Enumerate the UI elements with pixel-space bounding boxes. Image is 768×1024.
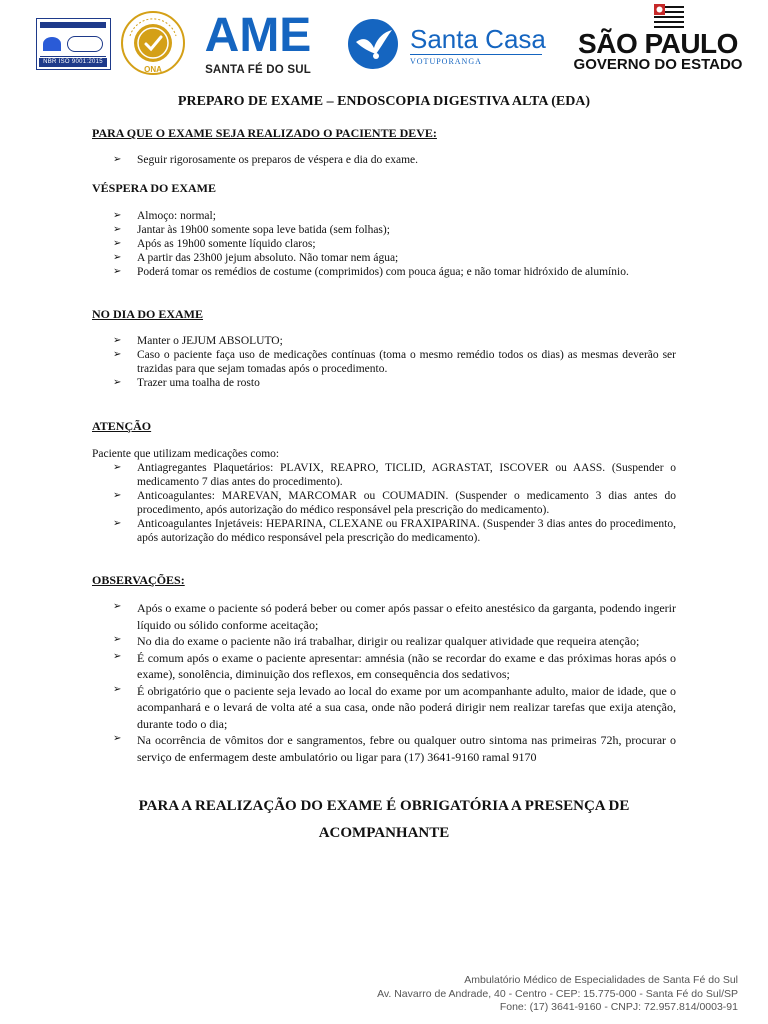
ame-logo-text: AME	[204, 9, 312, 62]
list-item: ➢ Trazer uma toalha de rosto	[113, 377, 260, 389]
cert-badge-text: NBR ISO 9001:2015	[39, 58, 107, 67]
footer-line2: Av. Navarro de Andrade, 40 - Centro - CEP: 15.775-000 - Santa Fé do Sul/SP	[377, 987, 738, 1000]
ame-logo	[194, 9, 322, 80]
atencao-list	[113, 461, 676, 545]
arrowhead-bullet-icon: ➢	[113, 377, 122, 388]
list-item: ➢ Manter o JEJUM ABSOLUTO;	[113, 335, 283, 347]
vespera-heading: VÉSPERA DO EXAME	[92, 181, 217, 195]
list-item: ➢ A partir das 23h00 jejum absoluto. Não tomar nem água;	[113, 252, 399, 264]
arrowhead-bullet-icon: ➢	[113, 650, 122, 662]
final-notice-line1: PARA A REALIZAÇÃO DO EXAME É OBRIGATÓRIA A PRESENÇA DE	[138, 798, 630, 814]
list-item: ➢ Poderá tomar os remédios de costume (comprimidos) com pouca água; e não tomar hidróxido de alumínio.	[113, 266, 629, 278]
list-item: ➢ Antiagregantes Plaquetários: PLAVIX, REAPRO, TICLID, AGRASTAT, ISCOVER ou AASS. (Suspender o medicamento 7 dias antes do procedimento).	[113, 462, 676, 488]
list-item: ➢ Após o exame o paciente só poderá beber ou comer após passar o efeito anestésico da garganta, podendo ingerir líquido ou sólido conforme aceitação;	[113, 601, 676, 632]
certifier-logo-icon	[43, 37, 61, 51]
quality-certification-badge	[36, 18, 111, 70]
certifier-seal-icon	[67, 36, 103, 52]
arrowhead-bullet-icon: ➢	[113, 252, 122, 263]
list-item: ➢ Caso o paciente faça uso de medicações contínuas (toma o mesmo remédio todos os dias) as mesmas deverão ser trazidas para que sejam tomadas após o procedimento.	[113, 349, 676, 375]
arrowhead-bullet-icon: ➢	[113, 601, 122, 612]
arrowhead-bullet-icon: ➢	[113, 238, 122, 249]
dia-heading: NO DIA DO EXAME	[92, 307, 204, 321]
document-title: PREPARO DE EXAME – ENDOSCOPIA DIGESTIVA ALTA (EDA)	[177, 94, 591, 109]
observacoes-heading: OBSERVAÇÕES:	[92, 573, 185, 587]
arrowhead-bullet-icon: ➢	[113, 154, 122, 165]
arrowhead-bullet-icon: ➢	[113, 683, 122, 695]
ona-brand-text: ONA	[144, 65, 162, 74]
atencao-heading: ATENÇÃO	[92, 419, 152, 433]
intro-heading: PARA QUE O EXAME SEJA REALIZADO O PACIENTE DEVE:	[92, 126, 437, 140]
arrowhead-bullet-icon: ➢	[113, 634, 122, 645]
list-item: ➢ Jantar às 19h00 somente sopa leve batida (sem folhas);	[113, 224, 390, 236]
arrowhead-bullet-icon: ➢	[113, 733, 122, 744]
list-item: ➢ Anticoagulantes Injetáveis: HEPARINA, CLEXANE ou FRAXIPARINA. (Suspender 3 dias antes do procedimento, após autorização do médico responsável pela prescrição do medicamento).	[113, 518, 676, 544]
dove-icon	[346, 18, 400, 70]
sao-paulo-name: SÃO PAULO	[578, 28, 738, 59]
arrowhead-bullet-icon: ➢	[113, 518, 122, 529]
santa-casa-name: Santa Casa	[410, 24, 546, 54]
intro-list	[113, 153, 676, 167]
vespera-list	[113, 209, 676, 279]
list-item: ➢ No dia do exame o paciente não irá trabalhar, dirigir ou realizar qualquer atividade que requeira atenção;	[113, 634, 640, 648]
list-item: ➢ Seguir rigorosamente os preparos de véspera e dia do exame.	[113, 154, 419, 166]
santa-casa-city: VOTUPORANGA	[410, 57, 482, 66]
arrowhead-bullet-icon: ➢	[113, 224, 122, 235]
list-item: ➢ Na ocorrência de vômitos dor e sangramentos, febre ou qualquer outro sintoma nas primeiras 72h, procurar o serviço de enfermagem deste ambulatório ou ligar para (17) 3641-9160 ramal 9170	[113, 733, 676, 764]
arrowhead-bullet-icon: ➢	[113, 490, 122, 501]
arrowhead-bullet-icon: ➢	[113, 349, 122, 360]
footer-line3: Fone: (17) 3641-9160 - CNPJ: 72.957.814/0003-91	[499, 1001, 738, 1013]
observacoes-list	[113, 600, 676, 765]
list-item: ➢ É comum após o exame o paciente apresentar: amnésia (não se recordar do exame e das próximas horas após o exame), sonolência, diminuição dos reflexos, em consequência dos sedativos;	[113, 650, 676, 681]
arrowhead-bullet-icon: ➢	[113, 462, 122, 473]
list-item: ➢ Anticoagulantes: MAREVAN, MARCOMAR ou COUMADIN. (Suspender o medicamento 3 dias antes do procedimento, após autorização do médico responsável pela prescrição do medicamento).	[113, 490, 676, 516]
sao-paulo-government: GOVERNO DO ESTADO	[573, 56, 743, 73]
list-item: ➢ Após as 19h00 somente líquido claros;	[113, 238, 316, 250]
footer-line1: Ambulatório Médico de Especialidades de Santa Fé do Sul	[464, 974, 738, 986]
dia-list	[113, 334, 676, 390]
final-notice-line2: ACOMPANHANTE	[318, 825, 450, 841]
ona-accreditation-seal-icon	[120, 10, 186, 76]
atencao-intro: Paciente que utilizam medicações como:	[92, 448, 280, 460]
santa-casa-logo	[346, 18, 546, 70]
sao-paulo-government-logo	[566, 4, 750, 74]
arrowhead-bullet-icon: ➢	[113, 210, 122, 221]
list-item: ➢ É obrigatório que o paciente seja levado ao local do exame por um acompanhante adulto, maior de idade, que o acompanhará e o levará de volta até a sua casa, onde não poderá dirigir nem realizar tarefas que exija atenção, durante todo o dia;	[113, 683, 676, 731]
arrowhead-bullet-icon: ➢	[113, 266, 122, 277]
footer-address	[377, 974, 738, 1015]
ame-logo-subtitle: SANTA FÉ DO SUL	[205, 64, 311, 76]
arrowhead-bullet-icon: ➢	[113, 335, 122, 346]
list-item: ➢ Almoço: normal;	[113, 210, 216, 222]
